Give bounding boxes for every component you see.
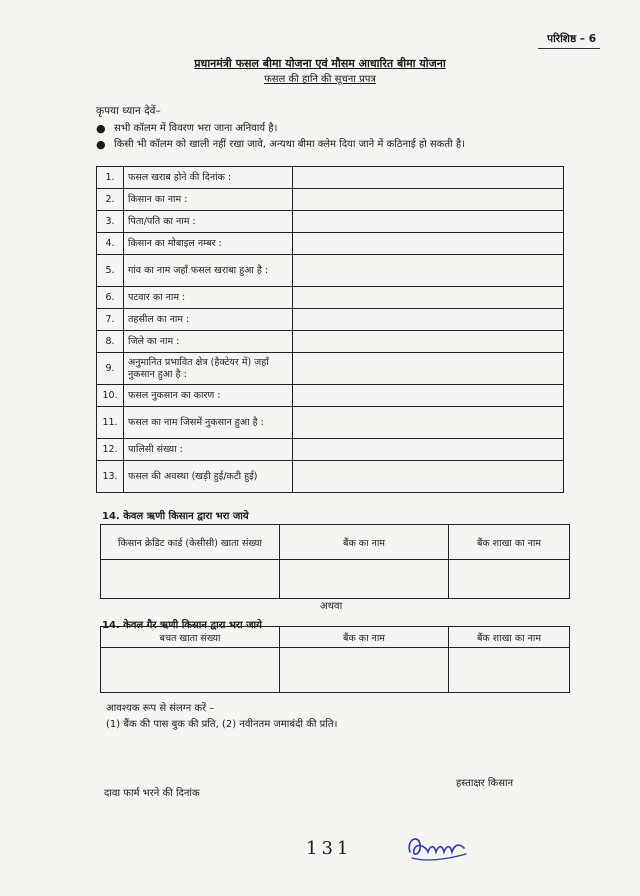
bank-branch-field[interactable]	[449, 560, 570, 599]
table-row	[97, 167, 564, 189]
row-number: 9.	[97, 353, 124, 385]
row-number: 10.	[97, 385, 124, 407]
or-separator: अथवा	[320, 601, 343, 612]
table-header-row	[101, 525, 570, 560]
bank-name-field[interactable]	[280, 648, 449, 693]
farmer-signature-label: हस्ताक्षर किसान	[456, 778, 514, 789]
table-row	[97, 353, 564, 385]
farmer-details-table	[96, 166, 564, 493]
row-label: फसल खराब होने की दिनांक :	[124, 167, 293, 189]
row-number: 8.	[97, 331, 124, 353]
row-label: किसान का नाम :	[124, 189, 293, 211]
table-row	[97, 439, 564, 461]
damage-cause-field[interactable]	[293, 385, 564, 407]
row-number: 12.	[97, 439, 124, 461]
bank-branch-header: बैंक शाखा का नाम	[449, 525, 570, 560]
row-number: 1.	[97, 167, 124, 189]
mobile-number-field[interactable]	[293, 233, 564, 255]
table-row	[97, 189, 564, 211]
notice-bullet	[96, 138, 566, 168]
table-row	[97, 233, 564, 255]
crop-damage-date-field[interactable]	[293, 167, 564, 189]
bank-branch-header: बैंक शाखा का नाम	[449, 627, 570, 648]
savings-account-header: बचत खाता संख्या	[101, 627, 280, 648]
row-number: 2.	[97, 189, 124, 211]
table-row	[97, 407, 564, 439]
row-number: 11.	[97, 407, 124, 439]
table-row	[101, 560, 570, 599]
crop-stage-field[interactable]	[293, 461, 564, 493]
row-number: 4.	[97, 233, 124, 255]
row-label: जिले का नाम :	[124, 331, 293, 353]
row-number: 3.	[97, 211, 124, 233]
row-label: गांव का नाम जहाँ फसल खराबा हुआ है :	[124, 255, 293, 287]
row-label: किसान का मोबाइल नम्बर :	[124, 233, 293, 255]
form-title: प्रधानमंत्री फसल बीमा योजना एवं मौसम आधारित बीमा योजना	[194, 57, 446, 70]
handwritten-signature	[404, 828, 474, 868]
bank-name-field[interactable]	[280, 560, 449, 599]
claim-date-label: दावा फार्म भरने की दिनांक	[104, 788, 200, 799]
row-label: फसल नुकसान का कारण :	[124, 385, 293, 407]
father-husband-name-field[interactable]	[293, 211, 564, 233]
bank-branch-field[interactable]	[449, 648, 570, 693]
bank-name-header: बैंक का नाम	[280, 525, 449, 560]
savings-account-field[interactable]	[101, 648, 280, 693]
policy-number-field[interactable]	[293, 439, 564, 461]
bullet-icon: ●	[96, 122, 106, 135]
table-row	[97, 255, 564, 287]
table-header-row	[101, 627, 570, 648]
non-loanee-bank-table	[100, 626, 570, 693]
notice-bullet-text: किसी भी कॉलम को खाली नहीं रखा जावे, अन्यथा बीमा क्लेम दिया जाने में कठिनाई हो सकती है।	[114, 139, 465, 150]
row-label: फसल का नाम जिसमें नुकसान हुआ है :	[124, 407, 293, 439]
tehsil-name-field[interactable]	[293, 309, 564, 331]
table-row	[97, 309, 564, 331]
loanee-section-heading: 14. केवल ऋणी किसान द्वारा भरा जाये	[102, 511, 249, 522]
table-row	[101, 648, 570, 693]
affected-area-field[interactable]	[293, 353, 564, 385]
crop-name-field[interactable]	[293, 407, 564, 439]
table-row	[97, 211, 564, 233]
bank-name-header: बैंक का नाम	[280, 627, 449, 648]
farmer-name-field[interactable]	[293, 189, 564, 211]
bullet-icon: ●	[96, 138, 106, 151]
table-row	[97, 385, 564, 407]
row-label: अनुमानित प्रभावित क्षेत्र (हैक्टेयर में) जहाँ नुकसान हुआ है :	[124, 353, 293, 385]
patwar-name-field[interactable]	[293, 287, 564, 309]
row-label: फसल की अवस्था (खड़ी हुई/कटी हुई)	[124, 461, 293, 493]
row-label: पटवार का नाम :	[124, 287, 293, 309]
form-subtitle: फसल की हानि की सूचना प्रपत्र	[264, 74, 376, 85]
loanee-bank-table	[100, 524, 570, 599]
notice-bullet-text: सभी कॉलम में विवरण भरा जाना अनिवार्य है।	[114, 123, 278, 134]
row-label: तहसील का नाम :	[124, 309, 293, 331]
row-number: 7.	[97, 309, 124, 331]
row-label: पालिसी संख्या :	[124, 439, 293, 461]
table-row	[97, 331, 564, 353]
row-label: पिता/पति का नाम :	[124, 211, 293, 233]
village-name-field[interactable]	[293, 255, 564, 287]
kcc-account-header: किसान क्रेडिट कार्ड (केसीसी) खाता संख्या	[101, 525, 280, 560]
row-number: 5.	[97, 255, 124, 287]
attachments-heading: आवश्यक रूप से संलग्न करें –	[106, 703, 215, 714]
notice-heading: कृपया ध्यान देवें–	[96, 105, 161, 117]
table-row	[97, 287, 564, 309]
annexure-label: परिशिष्ठ – 6	[547, 33, 596, 45]
kcc-account-field[interactable]	[101, 560, 280, 599]
page-number: 131	[306, 838, 353, 859]
row-number: 6.	[97, 287, 124, 309]
attachments-text: (1) बैंक की पास बुक की प्रति, (2) नवीनतम जमाबंदी की प्रति।	[106, 719, 338, 730]
district-name-field[interactable]	[293, 331, 564, 353]
row-number: 13.	[97, 461, 124, 493]
table-row	[97, 461, 564, 493]
non-loanee-section-heading: 14. केवल गैर ऋणी किसान द्वारा भरा जाये	[102, 620, 262, 631]
annexure-underline	[538, 48, 600, 49]
